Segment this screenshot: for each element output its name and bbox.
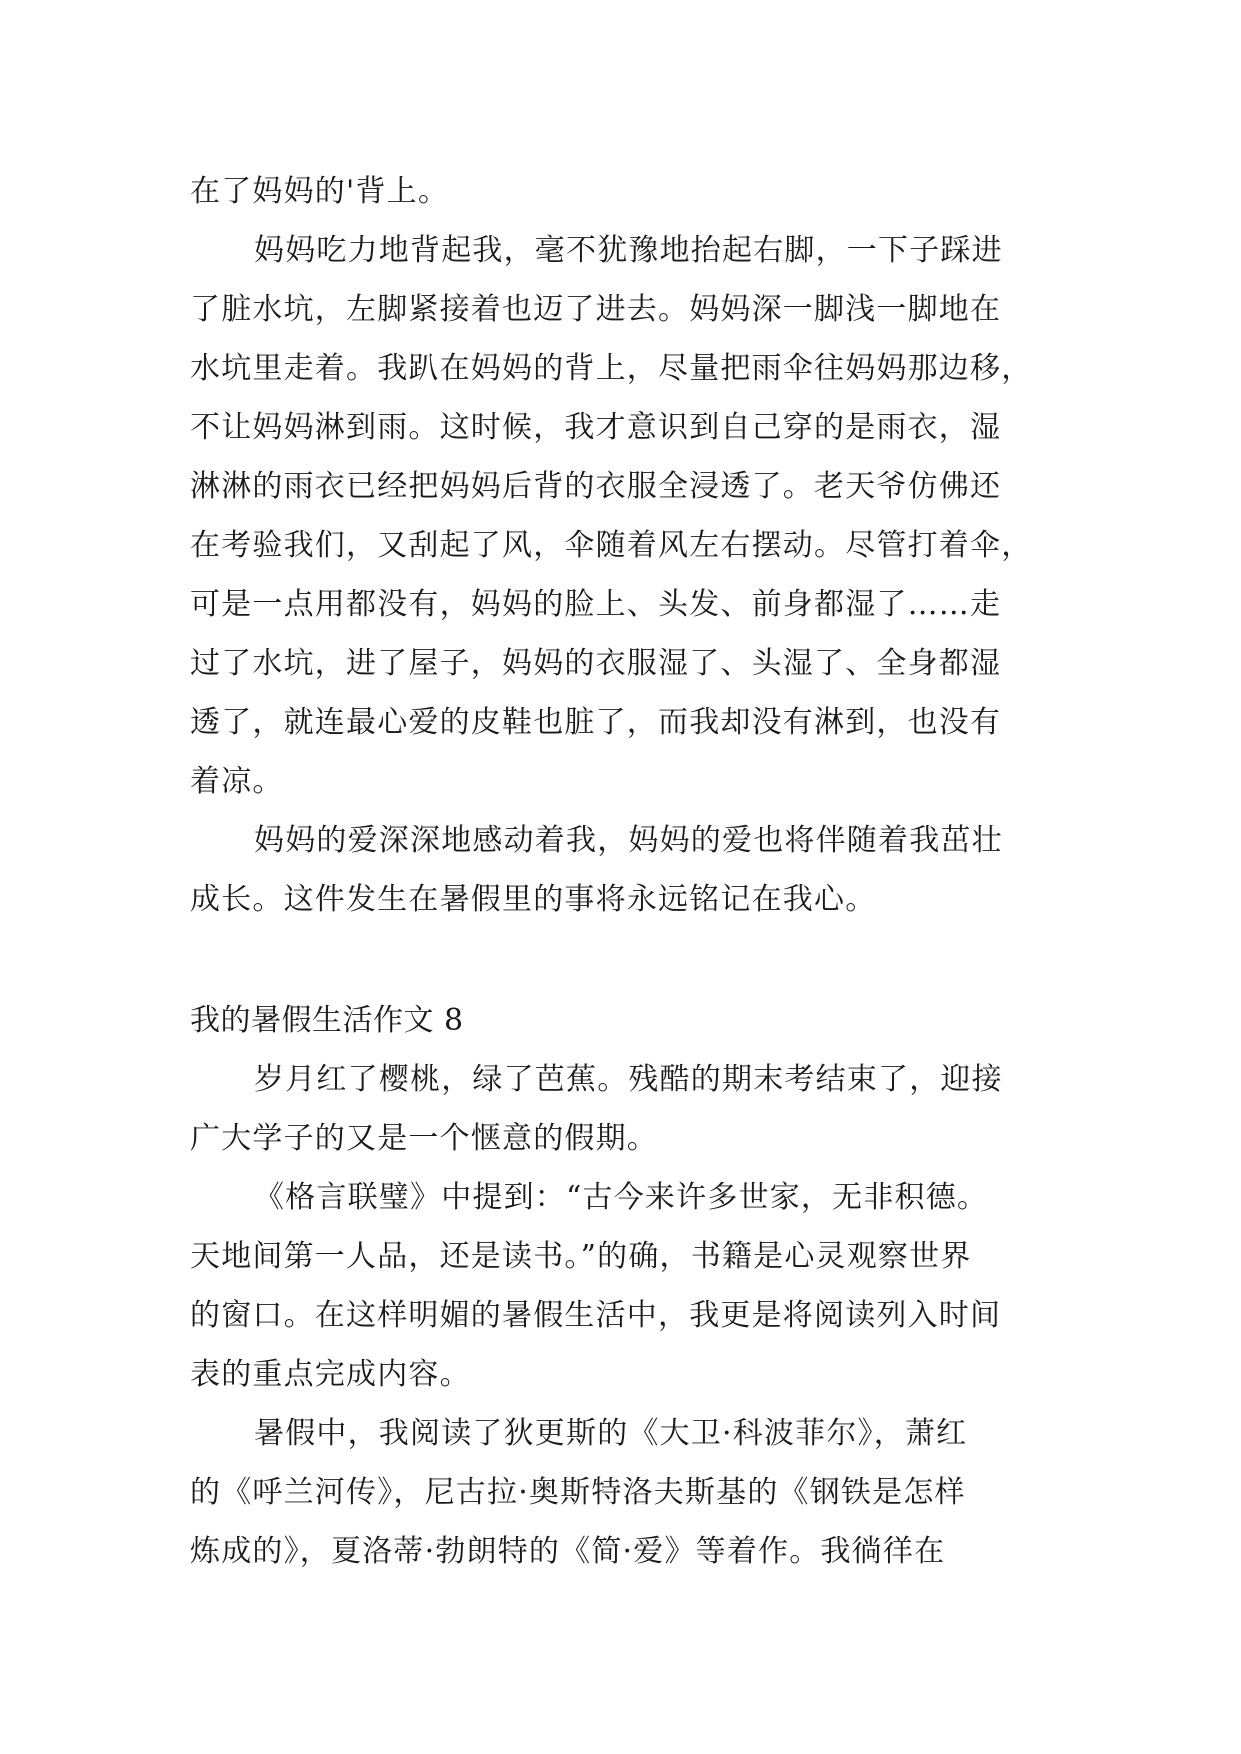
text-line: 妈妈的爱深深地感动着我，妈妈的爱也将伴随着我茁壮 [254, 823, 1003, 858]
text-line: 在了妈妈的'背上。 [190, 174, 450, 209]
section-spacer [190, 929, 1060, 991]
text-line: 表的重点完成内容。 [190, 1357, 471, 1392]
text-line: 着凉。 [190, 764, 284, 799]
text-line: 了脏水坑，左脚紧接着也迈了进去。妈妈深一脚浅一脚地在 [190, 292, 1002, 327]
text-line: 不让妈妈淋到雨。这时候，我才意识到自己穿的是雨衣，湿 [190, 410, 1002, 445]
text-line: 暑假中，我阅读了狄更斯的《大卫·科波菲尔》，萧红 [254, 1416, 968, 1451]
text-line: 淋淋的雨衣已经把妈妈后背的衣服全浸透了。老天爷仿佛还 [190, 469, 1002, 504]
text-line: 岁月红了樱桃，绿了芭蕉。残酷的期末考结束了，迎接 [254, 1062, 1003, 1097]
text-line: 过了水坑，进了屋子，妈妈的衣服湿了、头湿了、全身都湿 [190, 646, 1002, 681]
text-line: 《格言联璧》中提到：“古今来许多世家，无非积德。 [254, 1180, 989, 1215]
text-line: 广大学子的又是一个惬意的假期。 [190, 1121, 658, 1156]
text-line: 可是一点用都没有，妈妈的脸上、头发、前身都湿了……走 [190, 587, 1002, 622]
text-line: 炼成的》，夏洛蒂·勃朗特的《简·爱》等着作。我徜徉在 [190, 1534, 946, 1569]
text-line: 的《呼兰河传》，尼古拉·奥斯特洛夫斯基的《钢铁是怎样 [190, 1475, 966, 1510]
text-line: 水坑里走着。我趴在妈妈的背上，尽量把雨伞往妈妈那边移， [190, 351, 1033, 386]
text-line: 天地间第一人品，还是读书。”的确，书籍是心灵观察世界 [190, 1239, 972, 1274]
text-line: 在考验我们，又刮起了风，伞随着风左右摆动。尽管打着伞， [190, 528, 1033, 563]
text-line: 成长。这件发生在暑假里的事将永远铭记在我心。 [190, 882, 877, 917]
document-body [190, 162, 1060, 1581]
text-line: 透了，就连最心爱的皮鞋也脏了，而我却没有淋到，也没有 [190, 705, 1002, 740]
text-line: 的窗口。在这样明媚的暑假生活中，我更是将阅读列入时间 [190, 1298, 1002, 1333]
section-title: 我的暑假生活作文 8 [190, 1003, 464, 1038]
text-line: 妈妈吃力地背起我，毫不犹豫地抬起右脚，一下子踩进 [254, 233, 1003, 268]
